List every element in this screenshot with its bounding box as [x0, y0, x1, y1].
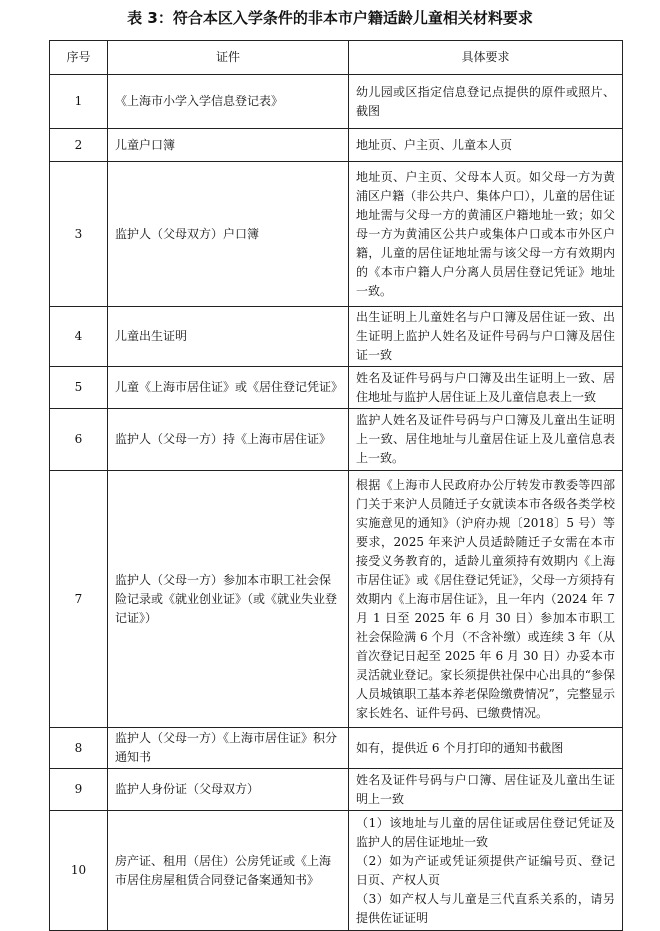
table-row — [50, 769, 623, 811]
requirement-text: 姓名及证件号码与户口簿及出生证明上一致、居住地址与监护人居住证上及儿童信息表上一致 — [349, 367, 623, 409]
requirement-text: 根据《上海市人民政府办公厅转发市教委等四部门关于来沪人员随迁子女就读本市各级各类学校实施意见的通知》（沪府办规〔2018〕5 号）等要求，2025 年来沪人员适龄随迁子女需在本市接受义务教育的，适龄儿童须持有效期内《上海市居住证》或《居住登记凭证》，父母一方须持有效期内《上海市居住证》，且一年内（2024 年 7 月 1 日至 2025 年 6 月 30 日）参加本市职工社会保险满 6 个月（不含补缴）或连续 3 年（从首次登记日起至 2025 年 6 月 30 日）办妥本市灵活就业登记。家长须提供社保中心出具的“参保人员城镇职工基本养老保险缴费情况”，完整显示家长姓名、证件号码、已缴费情况。 — [349, 471, 623, 728]
table-row — [50, 728, 623, 769]
requirement-cell — [349, 811, 623, 931]
document-name: 儿童户口簿 — [108, 129, 349, 162]
table-row — [50, 307, 623, 367]
row-number: 9 — [50, 769, 108, 811]
row-number: 5 — [50, 367, 108, 409]
row-number: 8 — [50, 728, 108, 769]
header-serial: 序号 — [50, 41, 108, 75]
document-name: 监护人身份证（父母双方） — [108, 769, 349, 811]
table-header-row — [50, 41, 623, 75]
row-number: 4 — [50, 307, 108, 367]
header-document: 证件 — [108, 41, 349, 75]
document-name: 《上海市小学入学信息登记表》 — [108, 75, 349, 129]
document-name: 儿童出生证明 — [108, 307, 349, 367]
row-number: 1 — [50, 75, 108, 129]
requirement-text: 出生证明上儿童姓名与户口簿及居住证一致、出生证明上监护人姓名及证件号码与户口簿及居住证一致 — [349, 307, 623, 367]
row-number: 7 — [50, 471, 108, 728]
table-row — [50, 811, 623, 931]
table-row — [50, 471, 623, 728]
requirement-text: 如有，提供近 6 个月打印的通知书截图 — [349, 728, 623, 769]
row-number: 6 — [50, 409, 108, 471]
row-number: 2 — [50, 129, 108, 162]
requirement-item: （2）如为产证或凭证须提供产证编号页、登记日页、产权人页 — [356, 853, 615, 887]
document-name: 监护人（父母双方）户口簿 — [108, 162, 349, 307]
document-name: 监护人（父母一方）持《上海市居住证》 — [108, 409, 349, 471]
table-row — [50, 75, 623, 129]
requirement-text: 地址页、户主页、儿童本人页 — [349, 129, 623, 162]
row-number: 3 — [50, 162, 108, 307]
document-name: 监护人（父母一方）《上海市居住证》积分通知书 — [108, 728, 349, 769]
document-name: 儿童《上海市居住证》或《居住登记凭证》 — [108, 367, 349, 409]
table-row — [50, 129, 623, 162]
requirement-item: （3）如产权人与儿童是三代直系关系的，请另提供佐证证明 — [356, 891, 615, 925]
table-row — [50, 367, 623, 409]
requirement-item: （1）该地址与儿童的居住证或居住登记凭证及监护人的居住证地址一致 — [356, 815, 615, 849]
row-number: 10 — [50, 811, 108, 931]
requirement-text: 监护人姓名及证件号码与户口簿及儿童出生证明上一致、居住地址与儿童居住证上及儿童信息表上一致。 — [349, 409, 623, 471]
requirement-text: 地址页、户主页、父母本人页。如父母一方为黄浦区户籍（非公共户、集体户口），儿童的居住证地址需与父母一方的黄浦区户籍地址一致；如父母一方为黄浦区公共户或集体户口或本市外区户籍，儿童的居住证地址需与该父母一方有效期内的《本市户籍人户分离人员居住登记凭证》地址一致。 — [349, 162, 623, 307]
requirement-text: 姓名及证件号码与户口簿、居住证及儿童出生证明上一致 — [349, 769, 623, 811]
requirement-text: 幼儿园或区指定信息登记点提供的原件或照片、截图 — [349, 75, 623, 129]
table-row — [50, 409, 623, 471]
document-name: 监护人（父母一方）参加本市职工社会保险记录或《就业创业证》（或《就业失业登记证》） — [108, 471, 349, 728]
requirements-table — [49, 40, 623, 931]
table-row — [50, 162, 623, 307]
header-requirements: 具体要求 — [349, 41, 623, 75]
table-title: 表 3：符合本区入学条件的非本市户籍适龄儿童相关材料要求 — [127, 9, 533, 27]
document-name: 房产证、租用（居住）公房凭证或《上海市居住房屋租赁合同登记备案通知书》 — [108, 811, 349, 931]
